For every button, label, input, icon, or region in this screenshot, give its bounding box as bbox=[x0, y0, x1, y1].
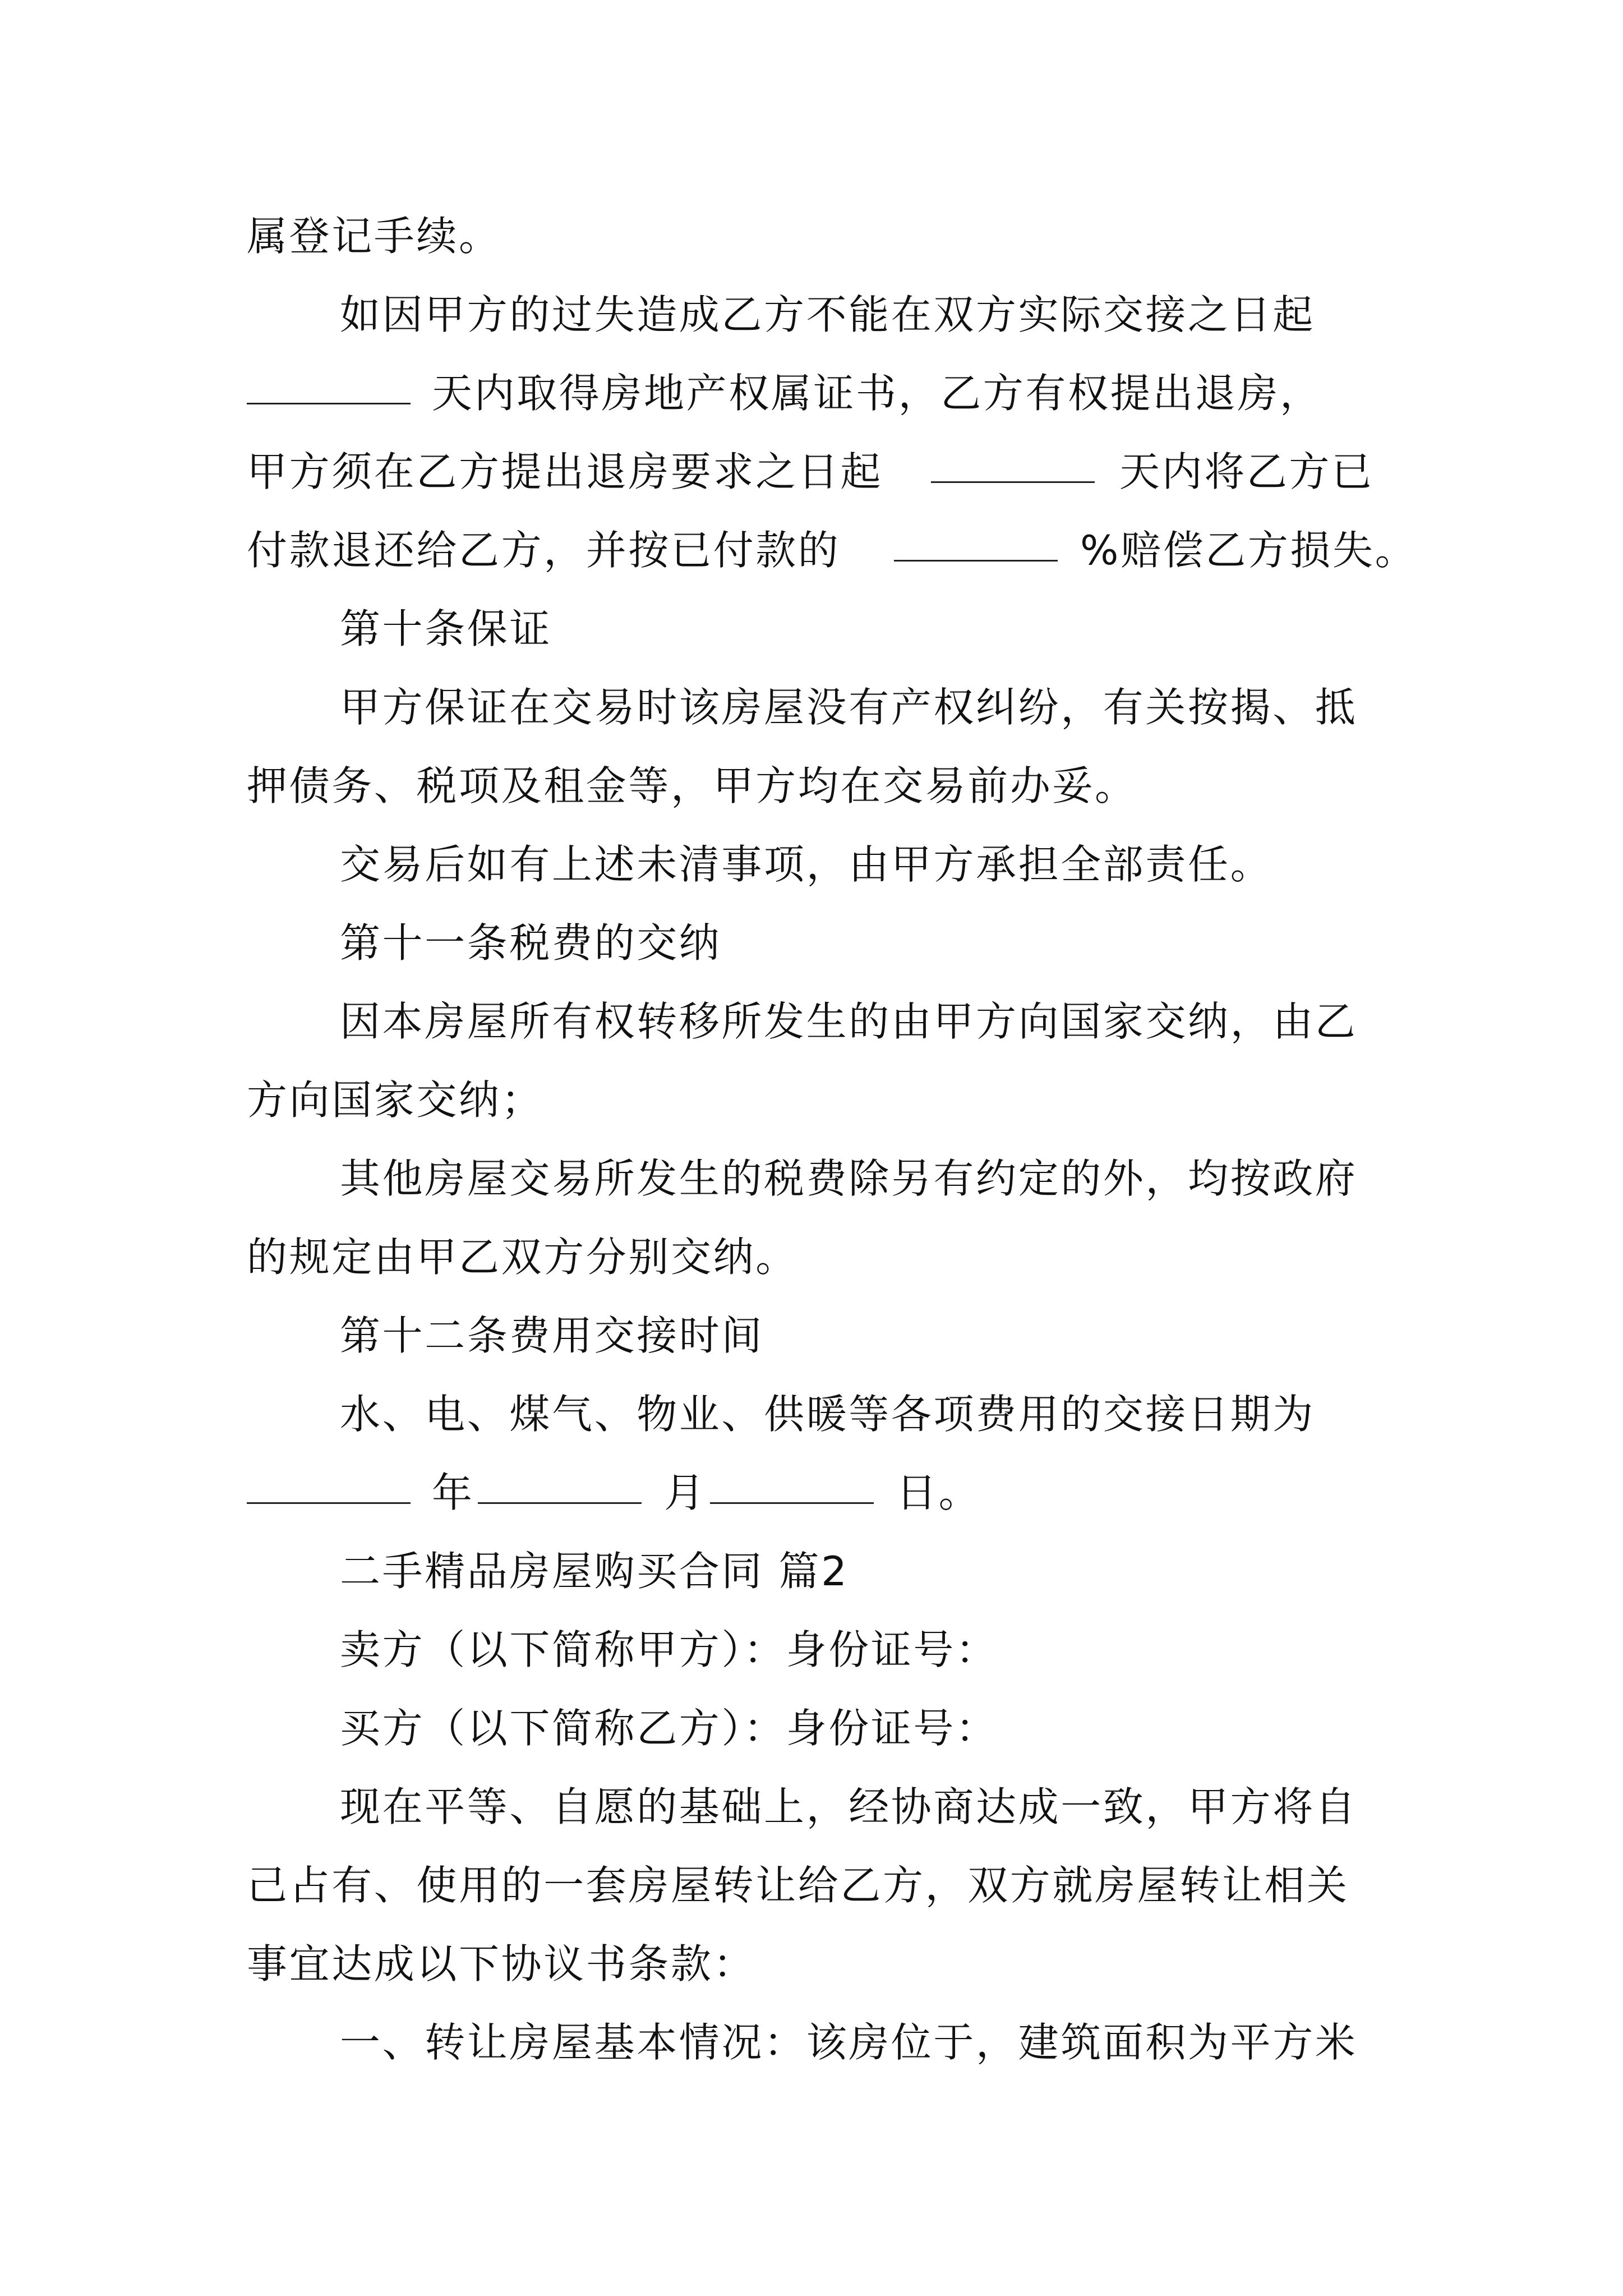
text-line bbox=[0, 1378, 1623, 1451]
party-line-buyer: 买方（以下简称乙方）：身份证号： bbox=[340, 1705, 998, 1752]
paragraph-text: 事宜达成以下协议书条款： bbox=[247, 1940, 756, 1987]
text-line bbox=[0, 749, 1623, 822]
section-heading: 第十一条税费的交纳 bbox=[340, 919, 722, 967]
date-unit-label: 年 bbox=[432, 1469, 474, 1516]
text-line bbox=[0, 671, 1623, 744]
text-line bbox=[0, 1927, 1623, 2000]
text-line bbox=[0, 1456, 1623, 1529]
text-line bbox=[0, 907, 1623, 979]
text-line bbox=[0, 1064, 1623, 1137]
date-unit-label: 日。 bbox=[896, 1469, 981, 1516]
text-line bbox=[0, 1770, 1623, 1843]
party-line-seller: 卖方（以下简称甲方）：身份证号： bbox=[340, 1626, 998, 1673]
paragraph-text: 甲方保证在交易时该房屋没有产权纠纷，有关按揭、抵 bbox=[340, 684, 1358, 731]
section-heading: 第十二条费用交接时间 bbox=[340, 1312, 764, 1359]
paragraph-text: 甲方须在乙方提出退房要求之日起 bbox=[247, 448, 883, 495]
paragraph-text: %赔偿乙方损失。 bbox=[1080, 527, 1418, 574]
paragraph-text: 己占有、使用的一套房屋转让给乙方，双方就房屋转让相关 bbox=[247, 1862, 1349, 1909]
text-line bbox=[0, 985, 1623, 1058]
fill-in-blank-day[interactable] bbox=[710, 1456, 874, 1504]
paragraph-text: 押债务、税项及租金等，甲方均在交易前办妥。 bbox=[247, 762, 1137, 809]
paragraph-text: 一、转让房屋基本情况：该房位于，建筑面积为平方米 bbox=[340, 2019, 1358, 2066]
text-line bbox=[0, 278, 1623, 351]
paragraph-text: 现在平等、自愿的基础上，经协商达成一致，甲方将自 bbox=[340, 1783, 1358, 1830]
text-line bbox=[0, 514, 1623, 587]
text-line bbox=[0, 828, 1623, 901]
text-line bbox=[0, 200, 1623, 273]
text-line bbox=[0, 1692, 1623, 1765]
paragraph-text: 交易后如有上述未清事项，由甲方承担全部责任。 bbox=[340, 841, 1273, 888]
paragraph-text: 天内将乙方已 bbox=[1119, 448, 1374, 495]
fill-in-blank-percent[interactable] bbox=[894, 514, 1058, 562]
text-line bbox=[0, 1535, 1623, 1608]
paragraph-text: 属登记手续。 bbox=[247, 213, 501, 260]
section-heading: 第十条保证 bbox=[340, 605, 552, 652]
paragraph-text: 因本房屋所有权转移所发生的由甲方向国家交纳，由乙 bbox=[340, 998, 1358, 1045]
text-line bbox=[0, 2006, 1623, 2079]
text-line bbox=[0, 1142, 1623, 1215]
paragraph-text: 的规定由甲乙双方分别交纳。 bbox=[247, 1234, 798, 1281]
fill-in-blank-days[interactable] bbox=[931, 435, 1095, 483]
text-line bbox=[0, 592, 1623, 665]
paragraph-text: 付款退还给乙方，并按已付款的 bbox=[247, 527, 841, 574]
fill-in-blank-days[interactable] bbox=[247, 357, 411, 404]
text-line bbox=[0, 1849, 1623, 1922]
text-line bbox=[0, 435, 1623, 508]
text-line bbox=[0, 1613, 1623, 1686]
paragraph-text: 如因甲方的过失造成乙方不能在双方实际交接之日起 bbox=[340, 291, 1315, 338]
text-line bbox=[0, 1221, 1623, 1294]
fill-in-blank-year[interactable] bbox=[247, 1456, 411, 1504]
paragraph-text: 水、电、煤气、物业、供暖等各项费用的交接日期为 bbox=[340, 1391, 1315, 1438]
paragraph-text: 天内取得房地产权属证书，乙方有权提出退房， bbox=[432, 370, 1322, 417]
fill-in-blank-month[interactable] bbox=[478, 1456, 642, 1504]
document-title: 二手精品房屋购买合同 篇2 bbox=[340, 1548, 849, 1595]
text-line bbox=[0, 357, 1623, 430]
text-line bbox=[0, 1299, 1623, 1372]
date-unit-label: 月 bbox=[664, 1469, 707, 1516]
paragraph-text: 方向国家交纳； bbox=[247, 1076, 544, 1124]
paragraph-text: 其他房屋交易所发生的税费除另有约定的外，均按政府 bbox=[340, 1155, 1358, 1202]
